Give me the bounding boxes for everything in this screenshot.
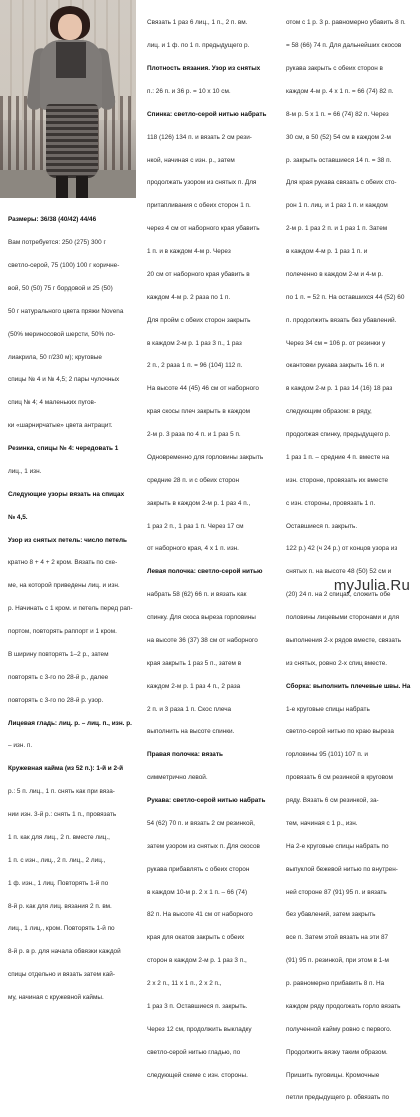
photo-model-face	[58, 14, 82, 40]
column-line: (50% мериносовой шерсти, 50% по-	[8, 330, 116, 338]
column-line: спинку. Для скоса выреза горловины	[147, 614, 256, 621]
column-line: 1 раз 3 п. Оставшиеся п. закрыть.	[147, 1002, 248, 1010]
text-column-2	[147, 4, 281, 1094]
column-line: каждом 4-м р. 4 x 1 п. = 66 (74) 82 п.	[286, 87, 394, 95]
column-line: края скосы плеч закрыть в каждом	[147, 408, 251, 416]
column-line: Сборка: выполнить плечевые швы. На	[286, 682, 411, 690]
column-line: Кружевная кайма (из 52 п.): 1-й и 2-й	[8, 765, 124, 773]
column-line: повторять с 3-го по 28-й р., далее	[8, 673, 109, 681]
column-line: окантовки рукава закрыть 16 п. и	[286, 362, 385, 370]
column-line: Связать 1 раз 6 лиц., 1 п., 2 п. вм.	[147, 19, 248, 27]
column-line: лиц. и 1 ф. по 1 п. предыдущего р.	[147, 42, 250, 50]
column-line: изн. стороне, провязать их вместе	[286, 476, 389, 484]
column-line: 1 ф. изн., 1 лиц. Повторять 1-й по	[8, 879, 109, 887]
column-line: на высоте 36 (37) 38 см от наборного	[147, 636, 258, 644]
column-line: ки «шарнирчатые» цвета антрацит.	[8, 422, 113, 430]
column-line: набрать 58 (62) 66 п. и вязать как	[147, 591, 247, 599]
column-line: 1 раз 2 п., 1 раз 1 п. Через 17 см	[147, 522, 244, 530]
column-line: Резинка, спицы № 4: чередовать 1	[8, 445, 119, 452]
column-line: нкой, начиная с изн. р., затем	[147, 156, 235, 164]
column-line: Узор из снятых петель: число петель	[8, 536, 127, 544]
column-line: средние 28 п. и с обеих сторон	[147, 476, 240, 484]
column-line: все п. Затем этой вязать на эти 87	[286, 934, 389, 942]
text-column-1	[8, 201, 142, 1017]
column-line: отом с 1 р. 3 р. равномерно убавить 8 п.	[286, 19, 406, 27]
column-line: рукава прибавлять с обеих сторон	[147, 865, 250, 873]
column-line: № 4,5.	[8, 513, 28, 521]
column-line: провязать 6 см резинкой в круговом	[286, 774, 393, 782]
column-line: лиц., 1 лиц., кром. Повторять 1-й по	[8, 925, 115, 933]
photo-model-top	[56, 42, 86, 78]
column-line: – изн. п.	[8, 742, 33, 750]
column-line: нии изн. 3-й р.: снять 1 п., провязать	[8, 811, 117, 818]
column-line: 2 x 2 п., 11 x 1 п., 2 x 2 п.,	[147, 980, 222, 987]
column-line: 122 р.) 42 (ч 24 р.) от концов узора из	[286, 545, 398, 553]
column-line: = 58 (66) 74 п. Для дальнейших скосов	[286, 42, 402, 50]
column-line: 20 см от наборного края убавить в	[147, 270, 250, 278]
column-line: 50 г натурального цвета пряжи Novena	[8, 307, 124, 315]
column-line: р. Начинать с 1 кром. и петель перед рап-	[8, 605, 133, 613]
column-line: 118 (126) 134 п. и вязать 2 см рези-	[147, 133, 252, 141]
column-line: 1 раз 1 п. – средние 4 п. вместе на	[286, 453, 390, 461]
column-line: светло-серой нитью гладью, по	[147, 1048, 241, 1056]
column-line: выполнения 2-х рядов вместе, связать	[286, 636, 402, 644]
column-line: рон 1 п. лиц. и 1 раз 1 п. и каждом	[286, 202, 388, 210]
column-line: Оставшиеся п. закрыть.	[286, 522, 358, 530]
column-line: спицы отдельно и вязать затем кай-	[8, 971, 115, 979]
column-line: спицы № 4 и № 4,5; 2 пары чулочных	[8, 376, 120, 384]
column-line: края для окатов закрыть с обеих	[147, 934, 245, 942]
column-line: следующей схеме с изн. стороны.	[147, 1071, 248, 1079]
model-photo	[0, 0, 136, 198]
column-line: светло-серой нитью по краю выреза	[286, 728, 394, 736]
column-line: 82 п. На высоте 41 см от наборного	[147, 911, 253, 919]
column-line: 2 п. и 3 раза 1 п. Скос плеча	[147, 705, 232, 713]
column-line: затем узором из снятых п. Для скосов	[147, 842, 260, 850]
column-line: Спинка: светло-серой нитью набрать	[147, 110, 267, 118]
column-line: в каждом 2-м р. 1 раз 14 (16) 18 раз	[286, 385, 393, 393]
column-line: каждом 4-м р. 2 раза по 1 п.	[147, 293, 231, 301]
column-line: светло-серой, 75 (100) 100 г коричне-	[8, 262, 120, 269]
column-line: 8-й р. в р. для начала обвязки каждой	[8, 948, 121, 956]
column-line: 54 (62) 70 п. и вязать 2 см резинкой,	[147, 819, 255, 827]
column-line: 1 п. и в каждом 4-м р. Через	[147, 248, 231, 255]
column-line: в каждом 2-м р. 1 раз 3 п., 1 раз	[147, 339, 242, 347]
column-line: следующим образом: в ряду,	[286, 408, 372, 416]
column-line: р. равномерно прибавить 8 п. На	[286, 980, 385, 987]
column-line: ряду. Вязать 6 см резинкой, за-	[286, 797, 379, 804]
column-line: 30 см, в 50 (52) 54 см в каждом 2-м	[286, 133, 391, 141]
column-line: притапливания с обеих сторон 1 п.	[147, 202, 251, 210]
column-line: спиц № 4; 4 маленьких пугов-	[8, 399, 97, 407]
column-line: 2-м р. 3 раза по 4 п. и 1 раз 5 п.	[147, 431, 241, 438]
column-line: (91) 95 п. резинкой, при этом в 1-м	[286, 957, 389, 965]
text-column-3	[286, 4, 420, 1117]
column-line: рукава закрыть с обеих сторон в	[286, 65, 383, 72]
column-line: каждом ряду продолжать горло вязать	[286, 1002, 401, 1010]
column-line: 2 п., 2 раза 1 п. = 96 (104) 112 п.	[147, 362, 243, 370]
column-line: Лицевая гладь: лиц. р. – лиц. п., изн. р.	[8, 719, 132, 727]
column-line: р. закрыть оставшиеся 14 п. = 38 п.	[286, 156, 392, 164]
column-line: п. продолжить вязать без убавлений.	[286, 316, 397, 324]
column-line: снятых п. на высоте 48 (50) 52 см и	[286, 568, 392, 576]
column-line: сторон в каждом 2-м р. 1 раз 3 п.,	[147, 957, 247, 965]
column-line: полеченно в каждом 2-м и 4-м р.	[286, 270, 383, 278]
column-line: лиакрила, 50 г/230 м); круговые	[8, 353, 102, 361]
column-line: На 2-е круговые спицы набрать по	[286, 842, 389, 850]
column-line: по 1 п. = 52 п. На оставшихся 44 (52) 60	[286, 293, 405, 301]
column-line: Пришить пуговицы. Кромочные	[286, 1071, 380, 1079]
column-line: 1 п. с изн., лиц., 2 п. лиц., 2 лиц.,	[8, 856, 106, 864]
column-line: края закрыть 1 раз 5 п., затем в	[147, 659, 242, 667]
column-line: 8-й р. как для лиц. вязания 2 п. вм.	[8, 902, 112, 910]
column-line: в каждом 10-м р. 2 x 1 п. – 66 (74)	[147, 888, 248, 896]
column-line: Через 12 см, продолжить выкладку	[147, 1025, 252, 1033]
column-line: через 4 см от наборного края убавить	[147, 225, 260, 233]
column-line: петли предыдущего р. обвязать по	[286, 1094, 390, 1102]
column-line: Следующие узоры вязать на спицах	[8, 490, 125, 498]
column-line: Левая полочка: светло-серой нитью	[147, 568, 263, 576]
column-line: горловины 95 (101) 107 п. и	[286, 751, 368, 759]
column-line: 2-м р. 1 раз 2 п. и 1 раз 1 п. Затем	[286, 225, 388, 233]
column-line: симметрично левой.	[147, 774, 208, 782]
column-line: выпуклой бежевой нитью по внутрен-	[286, 865, 398, 873]
column-line: 1-е круговые спицы набрать	[286, 705, 370, 713]
watermark: myJulia.Ru	[333, 577, 410, 594]
column-line: из снятых, ровно 2-х спиц вместе.	[286, 659, 388, 667]
column-line: закрыть в каждом 2-м р. 1 раз 4 п.,	[147, 499, 251, 507]
column-line: 8-м р. 5 x 1 п. = 66 (74) 82 п. Через	[286, 110, 389, 118]
column-line: Рукава: светло-серой нитью набрать	[147, 797, 266, 804]
column-line: Через 34 см = 106 р. от резинки у	[286, 339, 386, 347]
column-line: р.: 5 п. лиц., 1 п. снять как при вяза-	[8, 788, 115, 796]
column-line: продолжать узором из снятых п. Для	[147, 179, 257, 187]
column-line: Вам потребуется: 250 (275) 300 г	[8, 239, 106, 247]
column-line: с изн. стороны, провязать 1 п.	[286, 499, 376, 507]
column-line: ней стороне 87 (91) 95 п. и вязать	[286, 888, 387, 896]
column-line: п.: 26 п. и 36 р. = 10 x 10 см.	[147, 87, 231, 95]
column-line: вой, 50 (50) 75 г бордовой и 25 (50)	[8, 284, 113, 292]
column-line: полученной кайму ровно с первого.	[286, 1025, 392, 1033]
column-line: от наборного края, 4 х 1 п. изн.	[147, 545, 239, 553]
column-line: тем, начиная с 1 р., изн.	[286, 819, 358, 827]
column-line: 1 п. как для лиц., 2 п. вместе лиц.,	[8, 833, 110, 841]
photo-model-legs	[56, 176, 88, 198]
column-line: выполнить на высоте спинки.	[147, 728, 235, 736]
column-line: кратно 8 + 4 + 2 кром. Вязать по схе-	[8, 559, 118, 567]
column-line: продолжая спинку, предыдущего р.	[286, 431, 391, 438]
column-line: Для края рукава связать с обеих сто-	[286, 179, 397, 187]
column-line: Размеры: 36/38 (40/42) 44/46	[8, 216, 97, 224]
column-line: Продолжить вязку таким образом.	[286, 1048, 388, 1056]
column-line: повторять с 3-го по 28-й р. узор.	[8, 696, 104, 704]
column-line: половины лицевыми сторонами и для	[286, 614, 400, 621]
column-line: лиц., 1 изн.	[8, 467, 42, 475]
column-line: В ширину повторять 1–2 р., затем	[8, 650, 109, 658]
column-line: портом, повторять раппорт и 1 кром.	[8, 628, 117, 635]
column-line: му, начиная с кружевной каймы.	[8, 994, 104, 1001]
column-line: Для пройм с обеих сторон закрыть	[147, 316, 251, 324]
column-line: На высоте 44 (45) 46 см от наборного	[147, 385, 259, 393]
column-line: каждом 2-м р. 1 раз 4 п., 2 раза	[147, 682, 241, 690]
photo-model-skirt	[46, 104, 98, 178]
column-line: Правая полочка: вязать	[147, 751, 223, 759]
column-line: в каждом 4-м р. 1 раз 1 п. и	[286, 248, 368, 255]
column-line: (20) 24 п. на 2 спицах, сложить обе	[286, 591, 391, 599]
column-line: Одновременно для горловины закрыть	[147, 453, 264, 461]
column-line: Плотность вязания. Узор из снятых	[147, 65, 261, 72]
column-line: ме, на которой приведены лиц. и изн.	[8, 582, 120, 590]
column-line: без убавлений, затем закрыть	[286, 911, 376, 919]
